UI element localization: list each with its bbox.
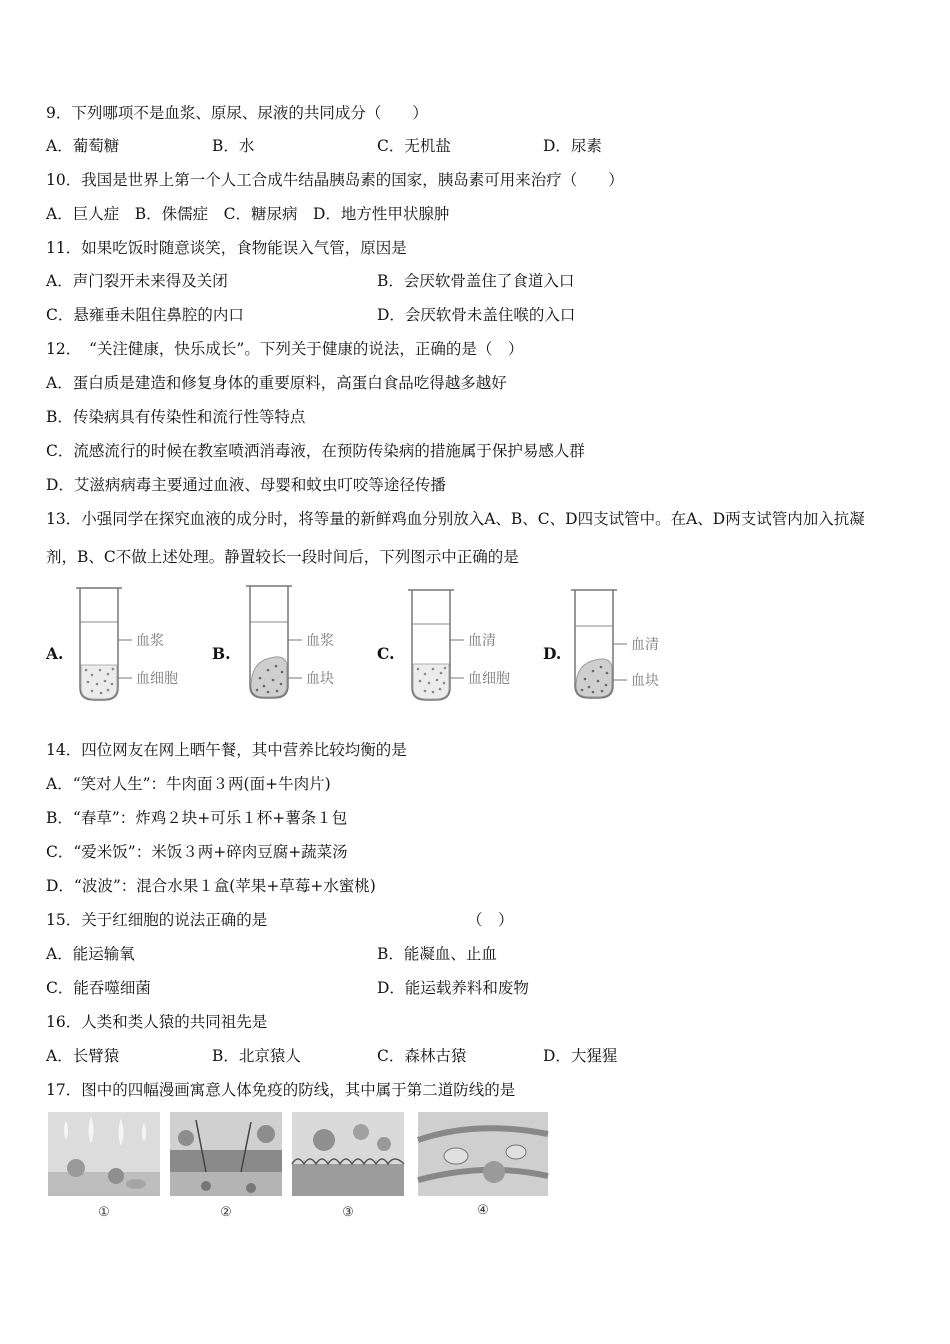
cartoon-panel-2 xyxy=(170,1112,282,1196)
tube-b-bottom-label: 血块 xyxy=(306,671,334,687)
q15-option-c: C．能吞噬细菌 xyxy=(46,979,151,997)
q11-stem: 11．如果吃饭时随意谈笑，食物能误入气管，原因是 xyxy=(46,239,407,257)
q11-option-b: B．会厌软骨盖住了食道入口 xyxy=(377,272,575,290)
q10-options: A．巨人症 B．侏儒症 C．糖尿病 D．地方性甲状腺肿 xyxy=(46,205,450,223)
cartoon-panel-4 xyxy=(418,1112,548,1196)
tube-d-letter: D. xyxy=(543,644,562,663)
q12-option-b: B．传染病具有传染性和流行性等特点 xyxy=(46,408,306,426)
cartoon-panel-3 xyxy=(292,1112,404,1196)
tube-a-top-label: 血浆 xyxy=(136,633,164,649)
q14-option-b: B．“春草”：炸鸡２块+可乐１杯+薯条１包 xyxy=(46,809,348,827)
q16-option-c: C．森林古猿 xyxy=(377,1047,467,1065)
panel-2-number: ② xyxy=(220,1205,232,1220)
q15-option-a: A．能运输氧 xyxy=(46,945,135,963)
tube-a-letter: A. xyxy=(46,644,64,663)
q16-option-a: A．长臂猿 xyxy=(46,1047,120,1065)
tube-c-top-label: 血清 xyxy=(468,633,496,649)
tube-c-bottom-label: 血细胞 xyxy=(468,671,510,687)
tube-b-letter: B. xyxy=(212,644,231,663)
q15-answer-paren: （ ） xyxy=(467,911,514,929)
q14-stem: 14．四位网友在网上晒午餐，其中营养比较均衡的是 xyxy=(46,741,407,759)
q14-option-d: D．“波波”：混合水果１盒(苹果+草莓+水蜜桃) xyxy=(46,877,376,895)
panel-3-number: ③ xyxy=(342,1205,354,1220)
q11-option-c: C．悬雍垂未阻住鼻腔的内口 xyxy=(46,306,244,324)
panel-1-number: ① xyxy=(98,1205,110,1220)
q12-option-a: A．蛋白质是建造和修复身体的重要原料，高蛋白食品吃得越多越好 xyxy=(46,374,507,392)
tube-d-top-label: 血清 xyxy=(631,637,659,653)
q16-option-b: B．北京猿人 xyxy=(212,1047,301,1065)
q9-option-b: B．水 xyxy=(212,137,255,155)
tube-c-letter: C. xyxy=(377,644,395,663)
q15-option-b: B．能凝血、止血 xyxy=(377,945,497,963)
test-tube-c xyxy=(402,580,532,710)
q14-option-c: C．“爱米饭”：米饭３两+碎肉豆腐+蔬菜汤 xyxy=(46,843,348,861)
q12-option-d: D．艾滋病病毒主要通过血液、母婴和蚊虫叮咬等途径传播 xyxy=(46,476,446,494)
q16-stem: 16．人类和类人猿的共同祖先是 xyxy=(46,1013,268,1031)
tube-b-top-label: 血浆 xyxy=(306,633,334,649)
q15-option-d: D．能运载养料和废物 xyxy=(377,979,529,997)
test-tube-a xyxy=(70,580,200,710)
q14-option-a: A．“笑对人生”：牛肉面３两(面+牛肉片) xyxy=(46,775,331,793)
test-tube-b xyxy=(240,580,370,710)
q17-cartoon-strip xyxy=(46,1110,551,1220)
immune-defense-cartoons xyxy=(46,1110,551,1220)
test-tube-d xyxy=(565,580,695,710)
cartoon-panel-1 xyxy=(48,1112,160,1196)
q13-tube-figures xyxy=(0,580,950,710)
q10-stem: 10．我国是世界上第一个人工合成牛结晶胰岛素的国家，胰岛素可用来治疗（ ） xyxy=(46,171,624,189)
q15-stem: 15．关于红细胞的说法正确的是 xyxy=(46,911,268,929)
q9-option-a: A．葡萄糖 xyxy=(46,137,120,155)
tube-a-bottom-label: 血细胞 xyxy=(136,671,178,687)
q13-stem-line1: 13．小强同学在探究血液的成分时，将等量的新鲜鸡血分别放入A、B、C、D四支试管中。在A、D两支试管内加入抗凝 xyxy=(46,510,865,528)
q17-stem: 17．图中的四幅漫画寓意人体免疫的防线，其中属于第二道防线的是 xyxy=(46,1081,516,1099)
q11-option-d: D．会厌软骨未盖住喉的入口 xyxy=(377,306,576,324)
q12-option-c: C．流感流行的时候在教室喷洒消毒液，在预防传染病的措施属于保护易感人群 xyxy=(46,442,585,460)
tube-d-bottom-label: 血块 xyxy=(631,673,659,689)
q13-stem-line2: 剂，B、C不做上述处理。静置较长一段时间后，下列图示中正确的是 xyxy=(46,548,519,566)
q12-stem: 12． “关注健康，快乐成长”。下列关于健康的说法，正确的是（ ） xyxy=(46,340,524,358)
q11-option-a: A．声门裂开未来得及关闭 xyxy=(46,272,228,290)
q9-option-c: C．无机盐 xyxy=(377,137,451,155)
q16-option-d: D．大猩猩 xyxy=(543,1047,618,1065)
q9-option-d: D．尿素 xyxy=(543,137,602,155)
panel-4-number: ④ xyxy=(477,1203,489,1218)
q9-stem: 9．下列哪项不是血浆、原尿、尿液的共同成分（ ） xyxy=(46,104,428,122)
